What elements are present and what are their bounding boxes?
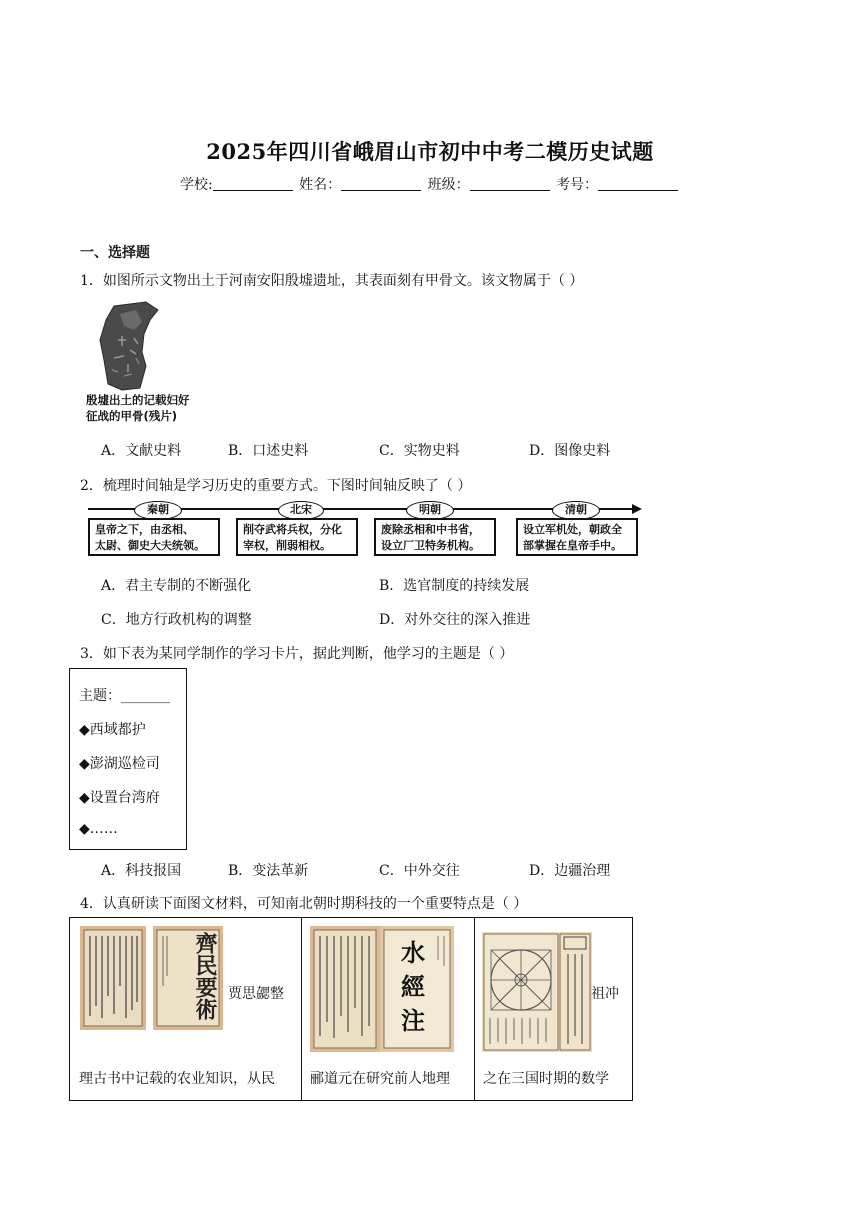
card-item: ◆…… [79, 821, 118, 837]
cell-1-bottom-text: 理古书中记载的农业知识，从民 [79, 1071, 275, 1087]
timeline-box-qin [88, 518, 220, 556]
field-name-blank [341, 176, 421, 191]
q2-option-d[interactable]: D．对外交往的深入推进 [379, 612, 531, 628]
field-class-blank [470, 176, 550, 191]
field-name-label: 姓名： [299, 177, 342, 193]
timeline-text: 削夺武将兵权，分化 [243, 523, 342, 536]
section-heading: 一、选择题 [80, 245, 150, 261]
timeline-label-ming: 明朝 [406, 501, 454, 520]
timeline-label-qing: 清朝 [552, 501, 600, 520]
material-cell-1 [70, 918, 302, 1100]
timeline-text: 设立厂卫特务机构。 [381, 539, 480, 552]
q2-option-b[interactable]: B．选官制度的持续发展 [379, 578, 530, 594]
book-title-shuijingzhu [387, 936, 439, 1038]
q3-option-d[interactable]: D．边疆治理 [529, 863, 611, 879]
q1-option-b[interactable]: B．口述史料 [228, 443, 309, 459]
card-item: ◆西域都护 [79, 722, 146, 738]
card-item: ◆设置台湾府 [79, 790, 160, 806]
card-item: ◆澎湖巡检司 [79, 756, 160, 772]
field-school-blank [213, 176, 293, 191]
timeline-label-qin: 秦朝 [134, 501, 182, 520]
timeline-text: 部掌握在皇帝手中。 [523, 539, 622, 552]
timeline-text: 宰权，削弱相权。 [243, 539, 331, 552]
timeline-text: 废除丞相和中书省， [381, 523, 480, 536]
q1-option-c[interactable]: C．实物史料 [379, 443, 460, 459]
q3-stem: 3．如下表为某同学制作的学习卡片，据此判断，他学习的主题是（ ） [80, 646, 514, 662]
timeline-text: 皇帝之下，由丞相、 [95, 523, 194, 536]
book-title-qimin: 齊民要術 [192, 932, 218, 1020]
field-school-label: 学校: [179, 177, 213, 193]
cell-2-bottom-text: 郦道元在研究前人地理 [310, 1071, 450, 1087]
timeline-text: 设立军机处，朝政全 [523, 523, 622, 536]
oracle-bone-icon [84, 300, 204, 392]
q1-stem: 1．如图所示文物出土于河南安阳殷墟遗址，其表面刻有甲骨文。该文物属于（ ） [80, 273, 584, 289]
field-number-blank [598, 176, 678, 191]
material-cell-2 [301, 918, 475, 1100]
material-cell-3 [474, 918, 632, 1100]
timeline-box-qing [516, 518, 638, 556]
math-diagram-page-icon [482, 932, 592, 1052]
oracle-bone-caption [86, 392, 190, 424]
q3-option-c[interactable]: C．中外交往 [379, 863, 460, 879]
card-topic: 主题：_______ [79, 688, 170, 704]
timeline-text: 太尉、御史大夫统领。 [95, 539, 205, 552]
timeline-box-ming [374, 518, 496, 556]
q2-stem: 2．梳理时间轴是学习历史的重要方式。下图时间轴反映了（ ） [80, 478, 472, 494]
q2-option-a[interactable]: A．君主专制的不断强化 [101, 578, 252, 594]
q1-option-a[interactable]: A．文献史料 [101, 443, 182, 459]
timeline-figure [88, 498, 644, 568]
cell-3-side-text: 祖冲 [591, 986, 619, 1002]
cell-3-bottom-text: 之在三国时期的数学 [483, 1071, 609, 1087]
caption-line-1: 殷墟出土的记载妇好 [86, 393, 190, 407]
q1-option-d[interactable]: D．图像史料 [529, 443, 611, 459]
q2-option-c[interactable]: C．地方行政机构的调整 [101, 612, 252, 628]
q3-option-b[interactable]: B．变法革新 [228, 863, 309, 879]
book-title-text: 水經注 [401, 938, 425, 1035]
material-table [69, 917, 633, 1101]
timeline-label-song: 北宋 [278, 501, 324, 520]
timeline-box-song [236, 518, 358, 556]
ancient-book-page-icon [80, 926, 146, 1030]
cell-1-side-text: 贾思勰整 [228, 986, 284, 1002]
student-info-line [0, 174, 860, 194]
caption-line-2: 征战的甲骨(残片) [86, 409, 178, 423]
study-card [69, 668, 187, 850]
field-number-label: 考号： [556, 177, 599, 193]
page-title: 2025年四川省峨眉山市初中中考二模历史试题 [206, 139, 654, 164]
field-class-label: 班级： [427, 177, 470, 193]
q3-option-a[interactable]: A．科技报国 [101, 863, 182, 879]
q4-stem: 4．认真研读下面图文材料，可知南北朝时期科技的一个重要特点是（ ） [80, 896, 528, 912]
